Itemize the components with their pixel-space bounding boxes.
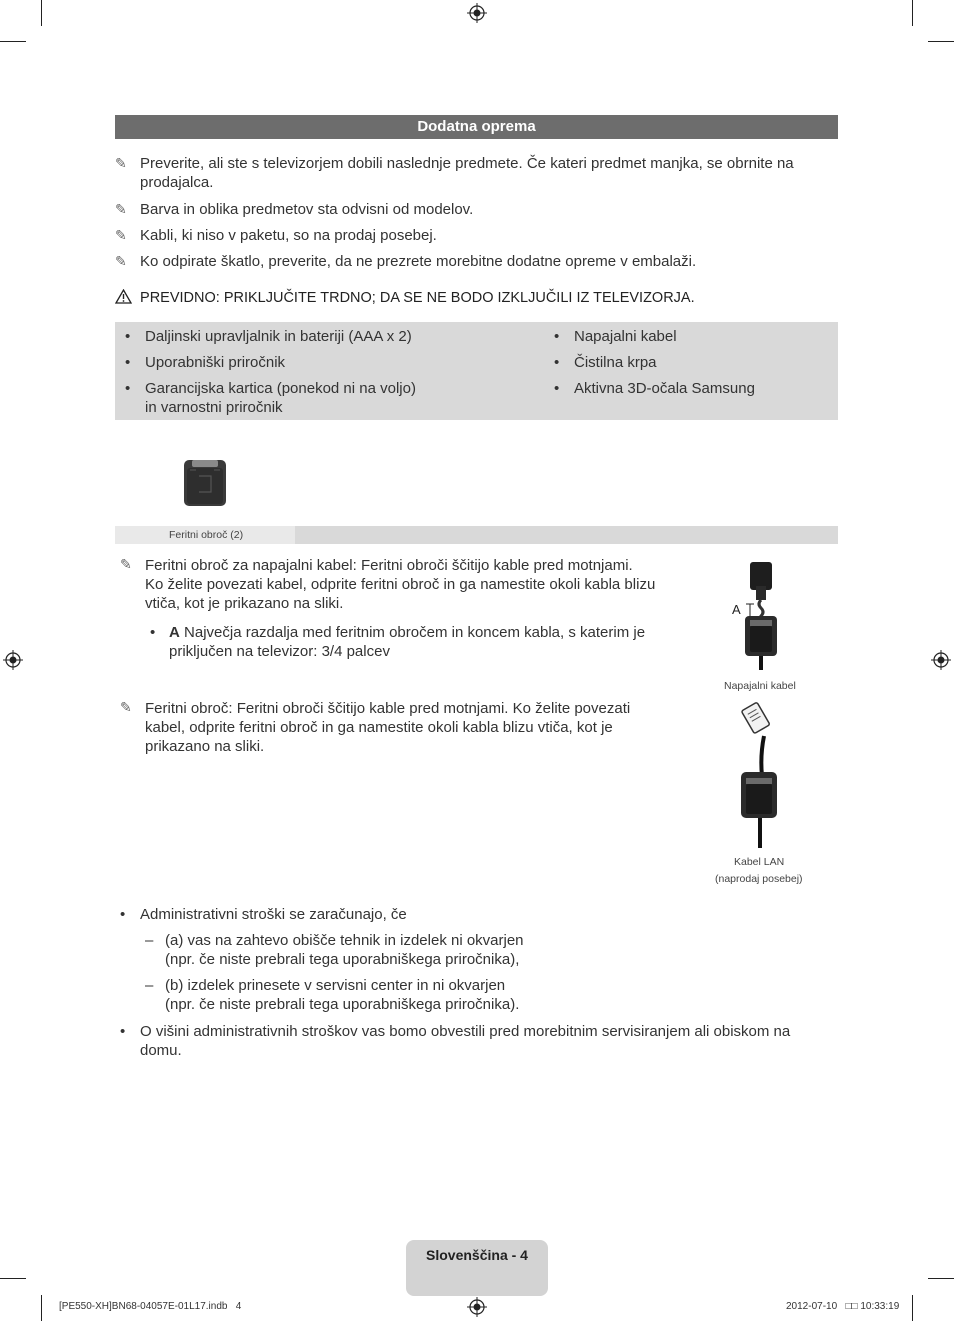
admin-info-line: O višini administrativnih stroškov vas bomo obvestili pred morebitnim servisiranjem ali obiskom na [140, 1023, 791, 1040]
pencil-note-icon: ✎ [115, 201, 127, 217]
list-item-text: Garancijska kartica (ponekod ni na voljo) [145, 380, 416, 397]
crop-mark [912, 1295, 913, 1321]
list-item-text: Napajalni kabel [574, 328, 677, 345]
list-item-text: in varnostni priročnik [145, 399, 283, 416]
ferrite-note-line: Feritni obroč: Feritni obroči ščitijo kable pred motnjami. Ko želite povezati [145, 700, 631, 717]
ferrite-core-illustration [182, 458, 228, 508]
dash-marker: – [145, 932, 154, 949]
note-text: Kabli, ki niso v paketu, so na prodaj posebej. [140, 227, 437, 244]
crop-mark [41, 0, 42, 26]
dash-marker: – [145, 977, 154, 994]
lan-caption: Kabel LAN [734, 856, 785, 868]
ferrite-bullet-line: priključen na televizor: 3/4 palcev [169, 643, 390, 660]
ferrite-caption: Feritni obroč (2) [169, 529, 244, 541]
note-text: Ko odpirate škatlo, preverite, da ne prezrete morebitne dodatne opreme v embalaži. [140, 253, 697, 270]
note-item [115, 154, 838, 194]
crop-mark [912, 0, 913, 26]
crop-mark [0, 41, 26, 42]
pencil-note-icon: ✎ [120, 556, 132, 572]
lan-caption: (naprodaj posebej) [715, 873, 803, 885]
ferrite-bullet-text: Največja razdalja med feritnim obročem in koncem kabla, s katerim je [184, 624, 646, 641]
lan-cable-illustration [728, 700, 792, 850]
crop-mark [928, 1278, 954, 1279]
note-text: Preverite, ali ste s televizorjem dobili naslednje predmete. Če kateri predmet manjka, se obrnite na [140, 155, 794, 172]
pencil-note-icon: ✎ [120, 699, 132, 715]
list-item-text: Aktivna 3D-očala Samsung [574, 380, 755, 397]
registration-mark-icon [467, 1297, 487, 1317]
figure-label-a: A [732, 602, 741, 617]
ferrite-note-line: Feritni obroč za napajalni kabel: Feritni obroči ščitijo kable pred motnjami. [145, 557, 633, 574]
ferrite-note-line: kabel, odprite feritni obroč in ga namestite okoli kabla blizu vtiča, kot je [145, 719, 613, 736]
registration-mark-icon [3, 650, 23, 670]
section-title: Dodatna oprema [115, 115, 838, 139]
pencil-note-icon: ✎ [115, 155, 127, 171]
note-text: Barva in oblika predmetov sta odvisni od modelov. [140, 201, 474, 218]
power-cable-caption: Napajalni kabel [724, 680, 796, 692]
bullet-dot: • [150, 624, 156, 641]
note-text: prodajalca. [140, 174, 214, 191]
ferrite-bullet [169, 623, 645, 642]
pencil-note-icon: ✎ [115, 253, 127, 269]
ferrite-bullet-label: A [169, 624, 180, 641]
print-timestamp: 2012-07-10 □□ 10:33:19 [786, 1301, 900, 1312]
registration-mark-icon [467, 3, 487, 23]
crop-mark [928, 41, 954, 42]
caution-text: PREVIDNO: PRIKLJUČITE TRDNO; DA SE NE BODO IZKLJUČILI IZ TELEVIZORJA. [140, 290, 695, 306]
list-item-text: Čistilna krpa [574, 354, 657, 371]
crop-mark [0, 1278, 26, 1279]
print-file-info: [PE550-XH]BN68-04057E-01L17.indb 4 [59, 1301, 242, 1312]
page-number-tab: Slovenščina - 4 [406, 1240, 548, 1296]
pencil-note-icon: ✎ [115, 227, 127, 243]
admin-dash-line: (a) vas na zahtevo obišče tehnik in izdelek ni okvarjen [165, 932, 524, 949]
crop-mark [41, 1295, 42, 1321]
ferrite-note-line: Ko želite povezati kabel, odprite feritni obroč in ga namestite okoli kabla blizu [145, 576, 656, 593]
bullet-dot: • [120, 1023, 126, 1040]
bullet-dot: • [120, 906, 126, 923]
admin-dash-line: (b) izdelek prinesete v servisni center in ni okvarjen [165, 977, 506, 994]
list-item-text: Daljinski upravljalnik in bateriji (AAA x 2) [145, 328, 412, 345]
admin-bullet: Administrativni stroški se zaračunajo, če [140, 906, 407, 923]
ferrite-note-line: vtiča, kot je prikazano na sliki. [145, 595, 344, 612]
admin-info-line: domu. [140, 1042, 182, 1059]
admin-dash-line: (npr. če niste prebrali tega uporabniškega priročnika), [165, 951, 520, 968]
ferrite-note-line: prikazano na sliki. [145, 738, 265, 755]
admin-dash-line: (npr. če niste prebrali tega uporabniškega priročnika). [165, 996, 520, 1013]
caution-line [115, 289, 695, 306]
warning-triangle-icon [115, 289, 132, 304]
list-item-text: Uporabniški priročnik [145, 354, 286, 371]
registration-mark-icon [931, 650, 951, 670]
